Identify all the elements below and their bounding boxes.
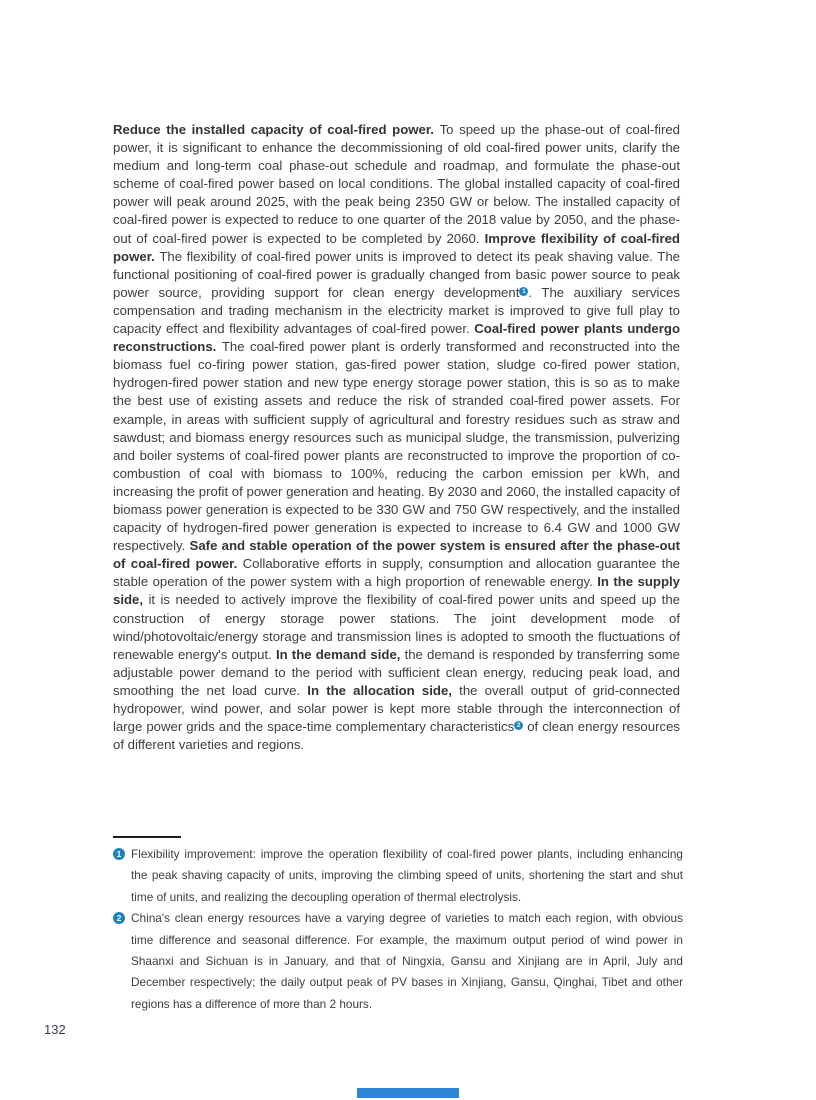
body-paragraph xyxy=(113,121,680,754)
footer-accent-bar xyxy=(357,1088,459,1098)
body-text-run: Collaborative efforts in supply, consumption and allocation guarantee the stable operation of the power system with a high proportion of renewable energy. xyxy=(113,556,680,590)
body-text-bold-run: Safe and stable operation of the power system is ensured after the phase-out of coal-fired power. xyxy=(113,538,680,572)
body-text-bold-run: Coal-fired power plants undergo reconstructions. xyxy=(113,321,681,355)
footnote-number-icon: 2 xyxy=(113,912,125,924)
footnote-item xyxy=(113,844,683,908)
body-text-run: it is needed to actively improve the flexibility of coal-fired power units and speed up the construction of energy storage power stations. The joint development mode of wind/photovoltaic/energy storage and transmission lines is adopted to smooth the fluctuations of renewable energy's output. xyxy=(113,592,680,662)
body-text-run: To speed up the phase-out of coal-fired power, it is significant to enhance the decommissioning of old coal-fired power units, clarify the medium and long-term coal phase-out schedule and roadmap, and formulate the phase-out scheme of coal-fired power based on local conditions. The global installed capacity of coal-fired power will peak around 2025, with the peak being 2350 GW or below. The installed capacity of coal-fired power is expected to reduce to one quarter of the 2018 value by 2050, and the phase-out of coal-fired power is expected to be completed by 2060. xyxy=(113,122,681,246)
footnote-number-icon: 1 xyxy=(113,848,125,860)
page-number: 132 xyxy=(44,1022,66,1037)
body-text-run: the demand is responded by transferring some adjustable power demand to the period with sufficient clean energy, reducing peak load, and smoothing the net load curve. xyxy=(113,646,680,698)
body-text-run: The flexibility of coal-fired power units is improved to detect its peak shaving value. The functional positioning of coal-fired power is gradually changed from basic power source to peak power source, providing support for clean energy development xyxy=(113,248,680,300)
footnote-ref-icon: 2 xyxy=(514,721,523,730)
body-text-run: . The auxiliary services compensation and trading mechanism in the electricity market is improved to give full play to capacity effect and flexibility advantages of coal-fired power. xyxy=(113,284,680,337)
footnote-text: China's clean energy resources have a varying degree of varieties to match each region, with obvious time difference and seasonal difference. For example, the maximum output period of wind power in Shaanxi and Sichuan is in January, and that of Ningxia, Gansu and Xinjiang are in April, July and December respectively; the daily output peak of PV bases in Xinjiang, Gansu, Qinghai, Tibet and other regions has a difference of more than 2 hours. xyxy=(131,911,683,1011)
body-text-bold-run: In the demand side, xyxy=(275,646,405,662)
body-text-bold-run: Improve flexibility of coal-fired power. xyxy=(113,230,680,264)
body-text-bold-run: Reduce the installed capacity of coal-fired power. xyxy=(113,122,440,137)
footnote-ref-icon: 1 xyxy=(519,287,528,296)
body-text-run: of clean energy resources of different varieties and regions. xyxy=(113,719,680,753)
body-text-bold-run: In the supply side, xyxy=(113,574,681,608)
body-text-run: the overall output of grid-connected hydropower, wind power, and solar power is kept more stable through the interconnection of large power grids and the space-time complementary characteristics xyxy=(113,682,680,735)
footnotes-section xyxy=(113,844,683,1015)
body-text-bold-run: In the allocation side, xyxy=(307,682,460,698)
footnote-item xyxy=(113,908,683,1015)
footnote-divider xyxy=(113,836,181,838)
body-text-run: The coal-fired power plant is orderly transformed and reconstructed into the biomass fuel co-firing power station, gas-fired power station, sludge co-fired power station, hydrogen-fired power station and new type energy storage power station, this is so as to make the best use of existing assets and reduce the risk of stranded coal-fired power assets. For example, in areas with sufficient supply of agricultural and forestry residues such as straw and sawdust; and biomass energy resources such as municipal sludge, the transmission, pulverizing and boiler systems of coal-fired power plants are reconstructed to improve the proportion of co-combustion of coal with biomass to 100%, reducing the carbon emission per kWh, and increasing the profit of power generation and heating. By 2030 and 2060, the installed capacity of biomass power generation is expected to be 330 GW and 750 GW respectively, and the installed capacity of hydrogen-fired power generation is expected to increase to 6.4 GW and 1000 GW respectively. xyxy=(113,339,680,554)
footnote-text: Flexibility improvement: improve the operation flexibility of coal-fired power plants, including enhancing the peak shaving capacity of units, improving the climbing speed of units, shortening the start and shut time of units, and realizing the decoupling operation of thermal electrolysis. xyxy=(131,847,683,904)
